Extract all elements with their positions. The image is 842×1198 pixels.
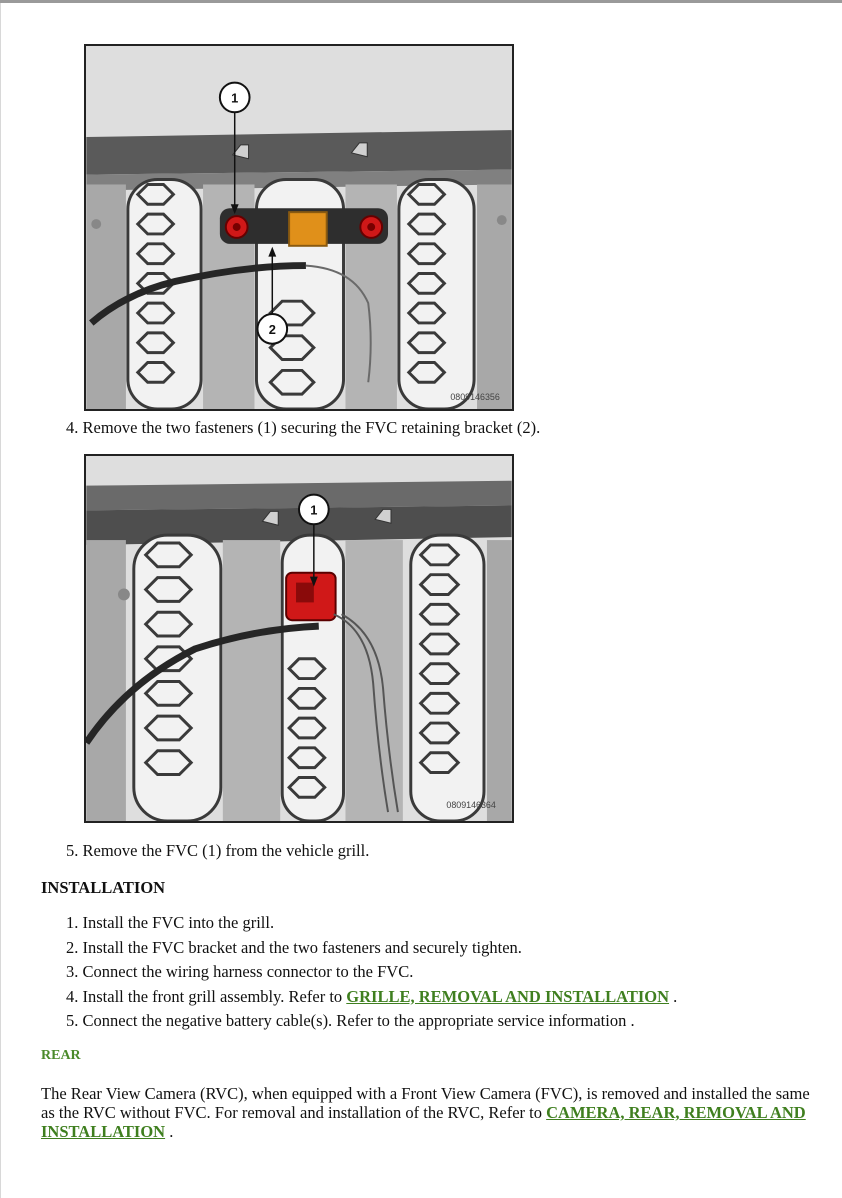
rear-trailing-punct: . bbox=[169, 1122, 174, 1141]
figure-id-label: 0809146364 bbox=[446, 800, 496, 811]
top-border bbox=[0, 0, 842, 3]
figure-1-caption: 4. Remove the two fasteners (1) securing the FVC retaining bracket (2). bbox=[66, 418, 541, 437]
installation-steps bbox=[66, 913, 677, 1036]
svg-text:1: 1 bbox=[231, 90, 239, 106]
step-number: 3. bbox=[66, 962, 79, 981]
step-number: 1. bbox=[66, 913, 79, 932]
figure-fvc-bracket bbox=[84, 44, 514, 411]
grill-bracket-illustration bbox=[86, 46, 512, 409]
step-number: 4. bbox=[66, 986, 79, 1006]
list-item bbox=[66, 962, 677, 987]
step-text: Connect the wiring harness connector to the FVC. bbox=[82, 962, 414, 981]
step-text: Connect the negative battery cable(s). Refer to the appropriate service information . bbox=[82, 1011, 635, 1030]
step-text: Install the FVC into the grill. bbox=[82, 913, 275, 932]
callout-1-marker bbox=[299, 495, 329, 525]
callout-1-marker bbox=[220, 83, 250, 113]
step-text: Install the FVC bracket and the two fasteners and securely tighten. bbox=[82, 937, 522, 957]
figure-id-label: 0809146356 bbox=[450, 392, 500, 403]
figure-fvc-camera bbox=[84, 454, 514, 823]
list-item bbox=[66, 913, 677, 938]
camera-rear-link[interactable]: CAMERA, REAR, REMOVAL AND INSTALLATION bbox=[41, 1103, 806, 1141]
installation-heading: INSTALLATION bbox=[41, 878, 166, 897]
svg-text:2: 2 bbox=[268, 321, 276, 337]
rear-heading: REAR bbox=[41, 1048, 81, 1063]
grill-camera-illustration bbox=[86, 456, 512, 821]
rear-paragraph-text: The Rear View Camera (RVC), when equipped with a Front View Camera (FVC), is removed and installed the same as the RVC without FVC. For removal and installation of the RVC, Refer to bbox=[41, 1084, 810, 1122]
left-border bbox=[0, 3, 1, 1198]
figure-2-caption: 5. Remove the FVC (1) from the vehicle grill. bbox=[66, 841, 370, 860]
step-number: 2. bbox=[66, 937, 79, 957]
step-text: Install the front grill assembly. Refer to bbox=[82, 986, 343, 1006]
list-item bbox=[66, 938, 677, 963]
callout-2-marker bbox=[257, 314, 287, 344]
rear-paragraph bbox=[41, 1084, 821, 1141]
list-item bbox=[66, 987, 677, 1012]
grille-removal-link[interactable]: GRILLE, REMOVAL AND INSTALLATION bbox=[346, 986, 670, 1006]
step-trailing-punct: . bbox=[673, 986, 678, 1006]
step-number: 5. bbox=[66, 1011, 79, 1030]
list-item bbox=[66, 1011, 677, 1036]
svg-text:1: 1 bbox=[310, 502, 318, 518]
